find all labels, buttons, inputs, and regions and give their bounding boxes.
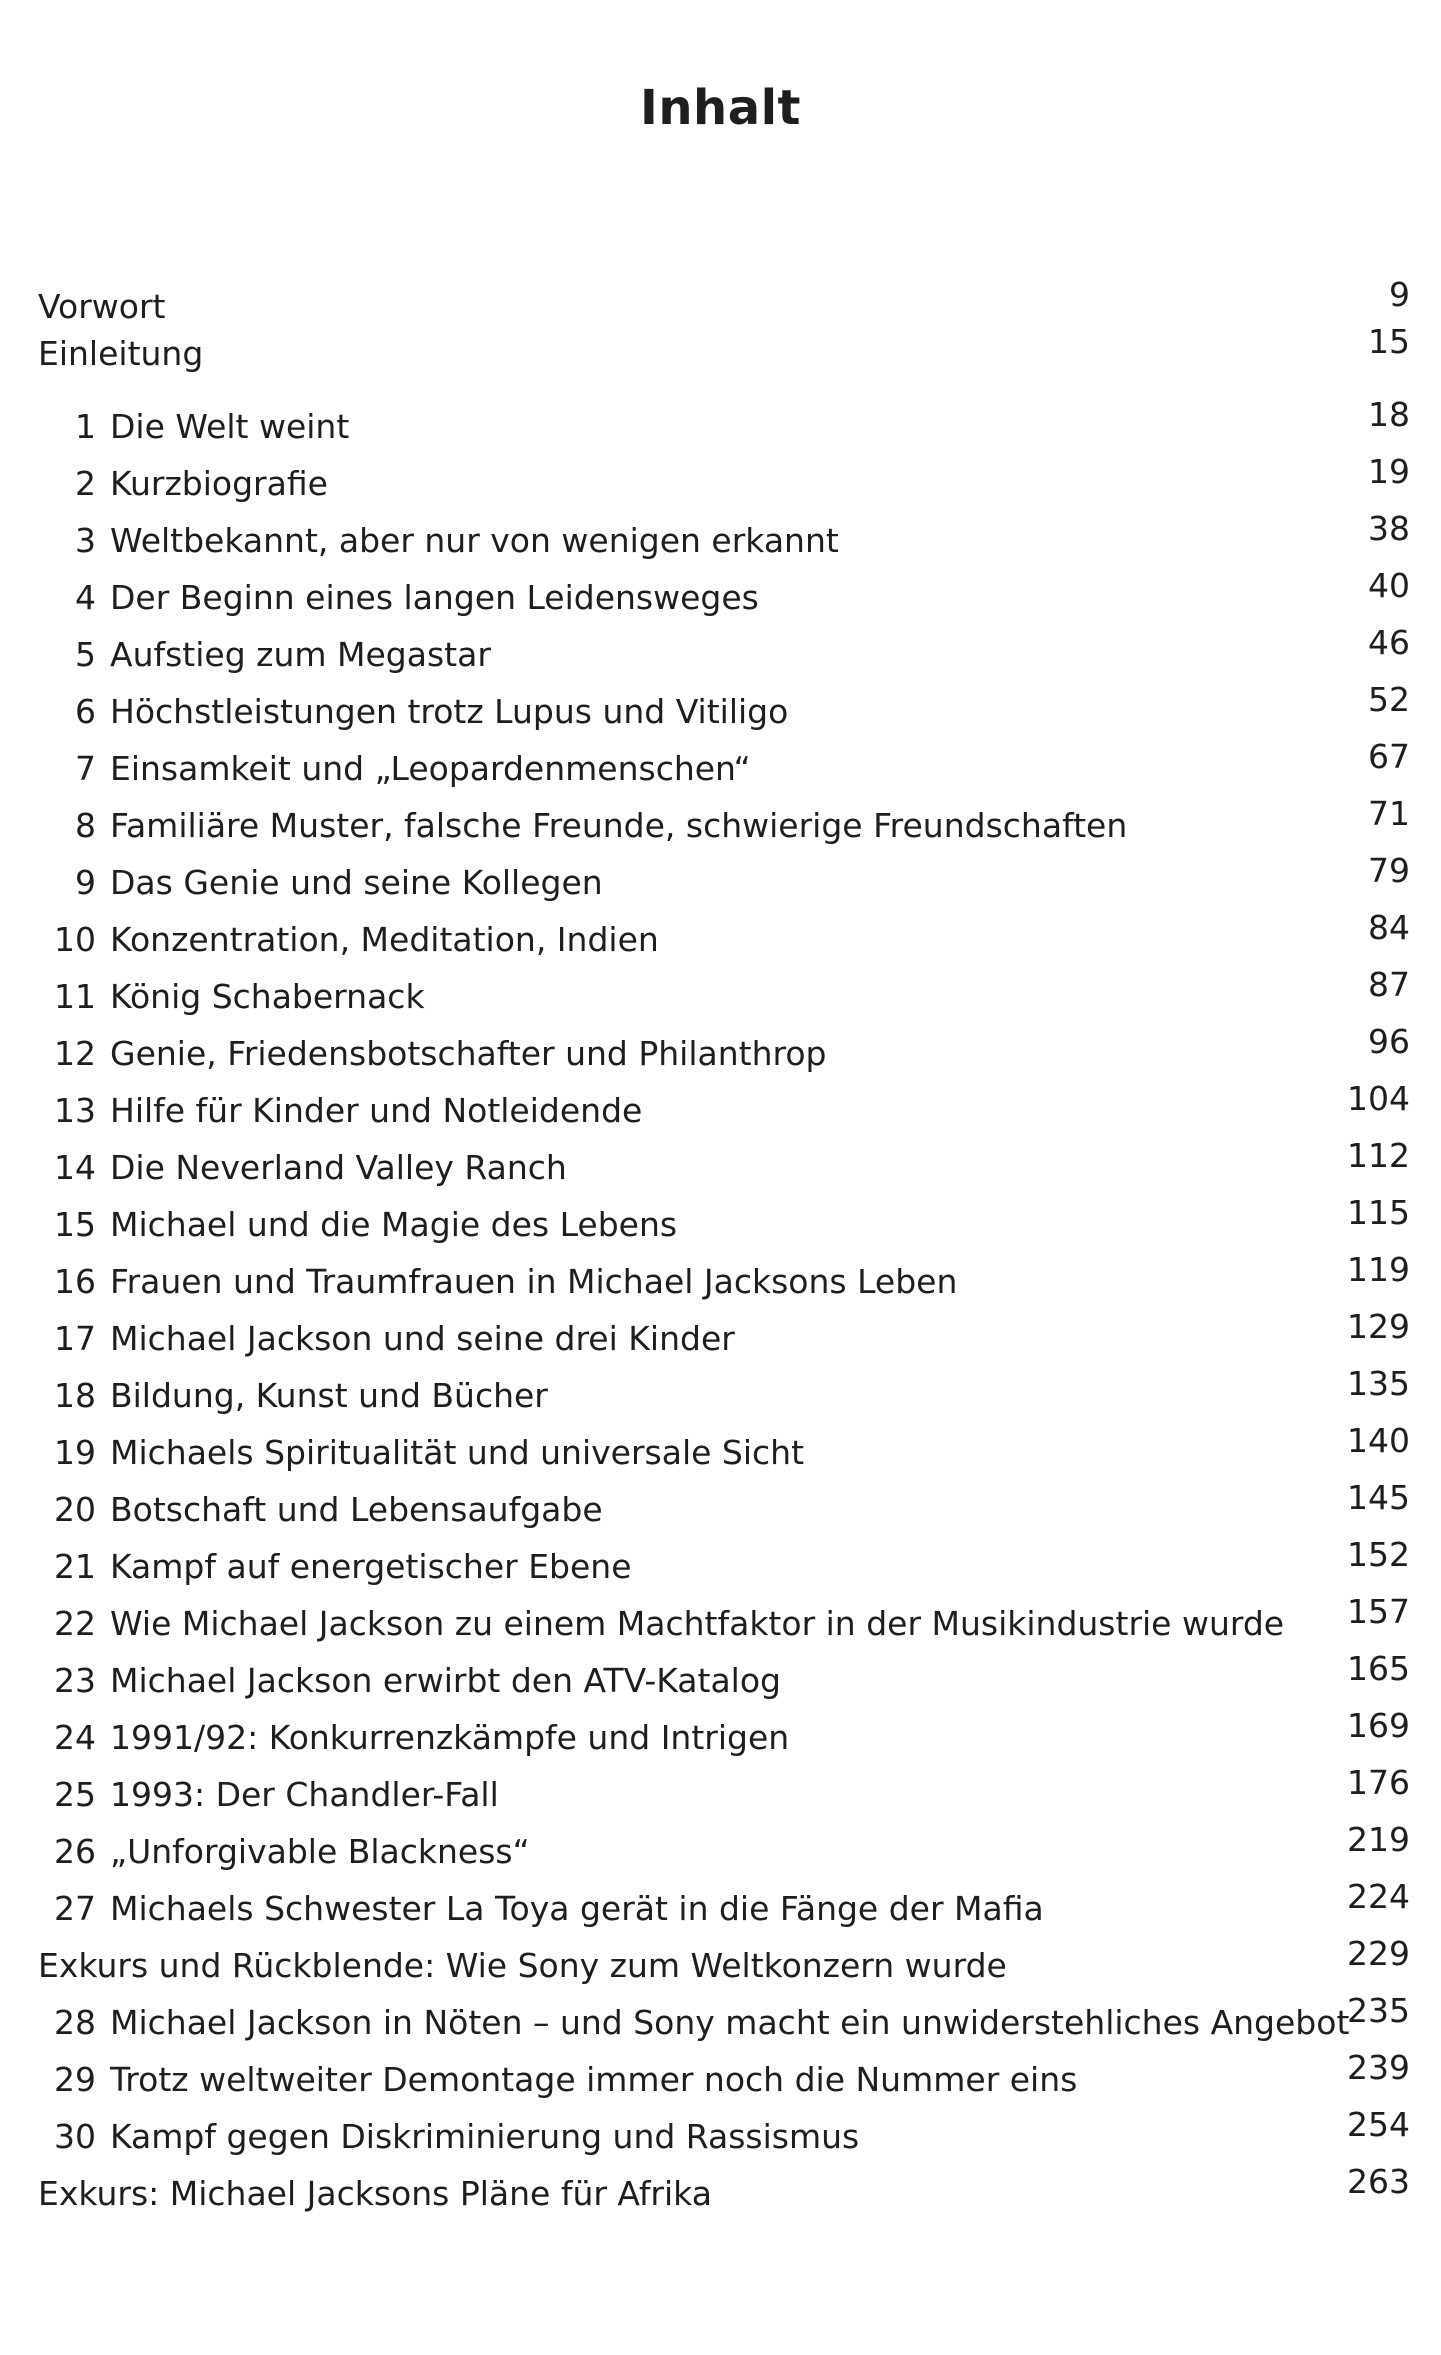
toc-chapter-number: 24	[54, 1718, 96, 1757]
toc-chapter-row	[38, 1991, 1410, 2051]
toc-chapter-row	[38, 965, 1410, 1025]
toc-chapter-number: 16	[54, 1262, 96, 1301]
toc-page-number: 119	[1347, 1250, 1410, 1289]
toc-entry-label: Exkurs und Rückblende: Wie Sony zum Weltkonzern wurde	[38, 1946, 1007, 1985]
toc-page-number: 9	[1389, 275, 1410, 314]
toc-chapter-row	[38, 1022, 1410, 1082]
toc-page-number: 129	[1347, 1307, 1410, 1346]
toc-page-number: 254	[1347, 2105, 1410, 2144]
toc-chapter-number: 1	[75, 407, 96, 446]
toc-chapter-row	[38, 1535, 1410, 1595]
toc-chapter-number: 20	[54, 1490, 96, 1529]
toc-page-number: 165	[1347, 1649, 1410, 1688]
toc-chapter-number: 26	[54, 1832, 96, 1871]
toc-chapter-number: 11	[54, 977, 96, 1016]
toc-entry-label: Einleitung	[38, 334, 204, 373]
toc-chapter-number: 30	[54, 2117, 96, 2156]
toc-page-number: 224	[1347, 1877, 1410, 1916]
toc-chapter-row	[38, 1136, 1410, 1196]
toc-chapter-list	[38, 395, 1410, 2222]
toc-chapter-row	[38, 1706, 1410, 1766]
toc-entry-label: Der Beginn eines langen Leidensweges	[110, 578, 759, 617]
toc-chapter-number: 23	[54, 1661, 96, 1700]
toc-chapter-row	[38, 395, 1410, 455]
toc-chapter-row	[38, 452, 1410, 512]
toc-chapter-row	[38, 1592, 1410, 1652]
toc-entry-label: Trotz weltweiter Demontage immer noch die Nummer eins	[110, 2060, 1078, 2099]
toc-entry-label: Wie Michael Jackson zu einem Machtfaktor in der Musikindustrie wurde	[110, 1604, 1285, 1643]
toc-chapter-row	[38, 680, 1410, 740]
toc-chapter-row	[38, 737, 1410, 797]
toc-page-number: 79	[1368, 851, 1410, 890]
toc-entry-label: Das Genie und seine Kollegen	[110, 863, 603, 902]
toc-page-number: 40	[1368, 566, 1410, 605]
toc-entry-label: „Unforgivable Blackness“	[110, 1832, 530, 1871]
toc-page-number: 67	[1368, 737, 1410, 776]
toc-page-number: 71	[1368, 794, 1410, 833]
toc-page-number: 219	[1347, 1820, 1410, 1859]
toc-page-number: 87	[1368, 965, 1410, 1004]
toc-chapter-row	[38, 1193, 1410, 1253]
toc-page-number: 235	[1347, 1991, 1410, 2030]
toc-chapter-row	[38, 1364, 1410, 1424]
toc-page-number: 38	[1368, 509, 1410, 548]
toc-entry-label: Höchstleistungen trotz Lupus und Vitiligo	[110, 692, 789, 731]
toc-page-number: 169	[1347, 1706, 1410, 1745]
toc-chapter-number: 4	[75, 578, 96, 617]
toc-chapter-number: 9	[75, 863, 96, 902]
toc-entry-label: Die Welt weint	[110, 407, 350, 446]
toc-chapter-number: 10	[54, 920, 96, 959]
toc-entry-label: Michaels Schwester La Toya gerät in die Fänge der Mafia	[110, 1889, 1044, 1928]
toc-page-number: 96	[1368, 1022, 1410, 1061]
toc-chapter-row	[38, 908, 1410, 968]
toc-chapter-row	[38, 1820, 1410, 1880]
toc-entry-label: Botschaft und Lebensaufgabe	[110, 1490, 603, 1529]
toc-chapter-row	[38, 1307, 1410, 1367]
toc-entry-label: Konzentration, Meditation, Indien	[110, 920, 659, 959]
toc-page-number: 84	[1368, 908, 1410, 947]
toc-page-number: 104	[1347, 1079, 1410, 1118]
toc-intro-row	[38, 275, 1410, 330]
toc-chapter-number: 3	[75, 521, 96, 560]
toc-page-number: 46	[1368, 623, 1410, 662]
toc-chapter-number: 15	[54, 1205, 96, 1244]
toc-page-number: 140	[1347, 1421, 1410, 1460]
toc-page-number: 229	[1347, 1934, 1410, 1973]
toc-chapter-row	[38, 509, 1410, 569]
toc-chapter-number: 12	[54, 1034, 96, 1073]
toc-chapter-row	[38, 623, 1410, 683]
toc-chapter-row	[38, 2048, 1410, 2108]
toc-entry-label: Die Neverland Valley Ranch	[110, 1148, 567, 1187]
toc-chapter-number: 2	[75, 464, 96, 503]
toc-chapter-row	[38, 851, 1410, 911]
toc-entry-label: Kampf auf energetischer Ebene	[110, 1547, 632, 1586]
toc-intro-row	[38, 322, 1410, 398]
toc-chapter-number: 8	[75, 806, 96, 845]
toc-page-number: 152	[1347, 1535, 1410, 1574]
toc-page-number: 239	[1347, 2048, 1410, 2087]
toc-page-number: 18	[1368, 395, 1410, 434]
toc-entry-label: Einsamkeit und „Leopardenmenschen“	[110, 749, 751, 788]
toc-chapter-row	[38, 566, 1410, 626]
toc-entry-label: Michael und die Magie des Lebens	[110, 1205, 678, 1244]
toc-chapter-row	[38, 2105, 1410, 2165]
toc-page-number: 145	[1347, 1478, 1410, 1517]
toc-page-number: 135	[1347, 1364, 1410, 1403]
toc-chapter-row	[38, 1250, 1410, 1310]
toc-entry-label: Familiäre Muster, falsche Freunde, schwierige Freundschaften	[110, 806, 1128, 845]
toc-chapter-number: 29	[54, 2060, 96, 2099]
toc-chapter-number: 7	[75, 749, 96, 788]
toc-chapter-number: 13	[54, 1091, 96, 1130]
toc-chapter-row	[38, 1079, 1410, 1139]
toc-entry-label: Genie, Friedensbotschafter und Philanthrop	[110, 1034, 827, 1073]
toc-entry-label: 1991/92: Konkurrenzkämpfe und Intrigen	[110, 1718, 790, 1757]
toc-entry-label: Frauen und Traumfrauen in Michael Jacksons Leben	[110, 1262, 958, 1301]
toc-chapter-number: 25	[54, 1775, 96, 1814]
toc-excursus-row	[38, 1934, 1410, 1994]
page-title: Inhalt	[640, 80, 801, 136]
toc-entry-label: Kampf gegen Diskriminierung und Rassismus	[110, 2117, 860, 2156]
toc-entry-label: Michael Jackson in Nöten – und Sony macht ein unwiderstehliches Angebot	[110, 2003, 1350, 2042]
toc-chapter-number: 22	[54, 1604, 96, 1643]
toc-page-number: 19	[1368, 452, 1410, 491]
toc-entry-label: Michael Jackson und seine drei Kinder	[110, 1319, 735, 1358]
toc-entry-label: Vorwort	[38, 287, 166, 326]
toc-page-number: 263	[1347, 2162, 1410, 2201]
toc-chapter-row	[38, 794, 1410, 854]
toc-chapter-row	[38, 1478, 1410, 1538]
toc-entry-label: Hilfe für Kinder und Notleidende	[110, 1091, 643, 1130]
toc-entry-label: Weltbekannt, aber nur von wenigen erkannt	[110, 521, 839, 560]
toc-chapter-number: 14	[54, 1148, 96, 1187]
toc-entry-label: Michaels Spiritualität und universale Sicht	[110, 1433, 805, 1472]
toc-chapter-row	[38, 1763, 1410, 1823]
toc-chapter-row	[38, 1649, 1410, 1709]
toc-page-number: 52	[1368, 680, 1410, 719]
toc-chapter-number: 6	[75, 692, 96, 731]
toc-chapter-number: 5	[75, 635, 96, 674]
toc-page-number: 15	[1368, 322, 1410, 361]
toc-chapter-row	[38, 1421, 1410, 1481]
toc-entry-label: 1993: Der Chandler-Fall	[110, 1775, 499, 1814]
toc-chapter-number: 21	[54, 1547, 96, 1586]
toc-chapter-number: 28	[54, 2003, 96, 2042]
toc-page-number: 112	[1347, 1136, 1410, 1175]
toc-page-number: 157	[1347, 1592, 1410, 1631]
toc-chapter-number: 18	[54, 1376, 96, 1415]
toc-entry-label: Exkurs: Michael Jacksons Pläne für Afrika	[38, 2174, 712, 2213]
toc-entry-label: König Schabernack	[110, 977, 425, 1016]
toc-excursus-row	[38, 2162, 1410, 2222]
toc-page-number: 115	[1347, 1193, 1410, 1232]
toc-entry-label: Kurzbiografie	[110, 464, 328, 503]
toc-page-number: 176	[1347, 1763, 1410, 1802]
toc-chapter-number: 19	[54, 1433, 96, 1472]
toc-entry-label: Aufstieg zum Megastar	[110, 635, 491, 674]
toc-chapter-number: 17	[54, 1319, 96, 1358]
table-of-contents	[38, 275, 1410, 2222]
toc-chapter-number: 27	[54, 1889, 96, 1928]
toc-entry-label: Michael Jackson erwirbt den ATV-Katalog	[110, 1661, 781, 1700]
toc-entry-label: Bildung, Kunst und Bücher	[110, 1376, 548, 1415]
toc-chapter-row	[38, 1877, 1410, 1937]
